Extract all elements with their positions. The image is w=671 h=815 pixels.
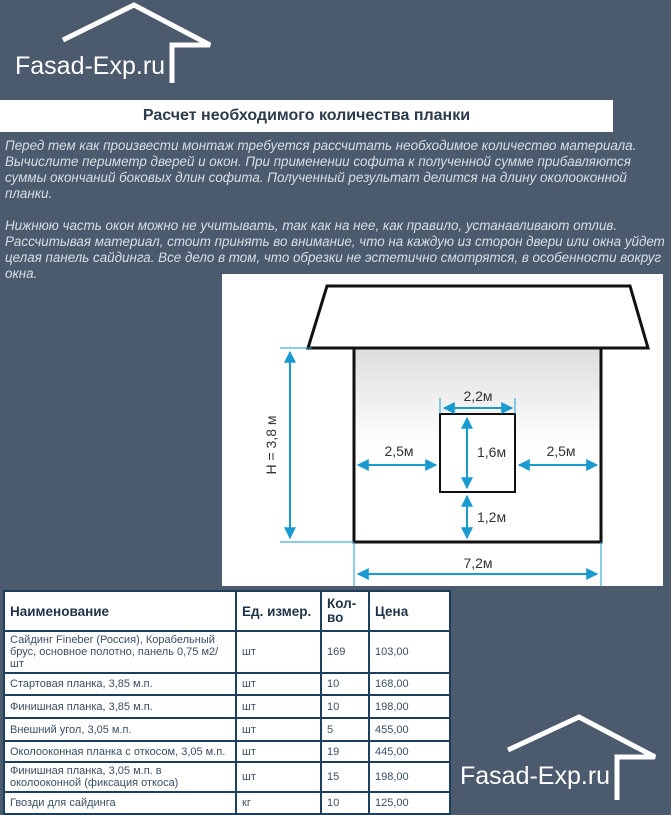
table-row [4,695,450,718]
cell-price: 455,00 [369,718,450,741]
col-qty: Кол-во [321,591,369,631]
wall-width-label: 7,2м [463,555,493,571]
window-diagram [222,274,663,586]
cell-name: Финишная планка, 3,05 м.п. в околооконной (фиксация откоса) [4,762,236,792]
table-row [4,718,450,741]
table-row [4,631,450,673]
page-title: Расчет необходимого количества планки [0,100,613,132]
cell-name: Внешний угол, 3,05 м.п. [4,718,236,741]
table-row [4,673,450,695]
cell-unit: шт [236,762,321,792]
cell-unit: шт [236,741,321,762]
col-name: Наименование [4,591,236,631]
cell-unit: кг [236,792,321,814]
cell-price: 198,00 [369,762,450,792]
materials-table [3,590,451,815]
window-height-label: 1,6м [477,444,507,460]
cell-unit: шт [236,695,321,718]
right-offset-label: 2,5м [546,443,576,459]
cell-price: 103,00 [369,631,450,673]
table-header [4,591,450,631]
logo-roof-icon [0,0,230,100]
height-label: H = 3,8 м [263,415,279,475]
below-label: 1,2м [477,509,507,525]
left-offset-label: 2,5м [384,443,414,459]
cell-name: Стартовая планка, 3,85 м.п. [4,673,236,695]
cell-qty: 10 [321,695,369,718]
window-width-label: 2,2м [463,388,493,404]
roof [308,286,648,348]
col-unit: Ед. измер. [236,591,321,631]
cell-name: Финишная планка, 3,85 м.п. [4,695,236,718]
cell-qty: 10 [321,673,369,695]
logo-bottom: Fasad-Exp.ru [460,762,611,790]
cell-name: Сайдинг Fineber (Россия), Корабельный брус, основное полотно, панель 0,75 м2/шт [4,631,236,673]
cell-price: 198,00 [369,695,450,718]
table-row [4,762,450,792]
cell-unit: шт [236,673,321,695]
cell-price: 125,00 [369,792,450,814]
cell-qty: 19 [321,741,369,762]
col-price: Цена [369,591,450,631]
cell-price: 168,00 [369,673,450,695]
logo[interactable]: Fasad-Exp.ru [15,52,166,80]
cell-name: Околооконная планка с откосом, 3,05 м.п. [4,741,236,762]
cell-qty: 169 [321,631,369,673]
cell-qty: 5 [321,718,369,741]
paragraph-1: Перед тем как произвести монтаж требуется рассчитать необходимое количество материала. Вычислите периметр дверей и окон. При применении софита к полученной сумме прибавляются суммы окончаний боковых длин софита. Полученный результат делится на длину околооконной планки. [5,138,637,201]
cell-unit: шт [236,718,321,741]
paragraph-2: Нижнюю часть окон можно не учитывать, так как на нее, как правило, устанавливают отлив. Рассчитывая материал, стоит принять во внимание, что на каждую из сторон двери или окна уйдет целая панель сайдинга. Все дело в том, что обрезки не эстетично смотрятся, в особенности вокруг окна. [5,218,665,281]
cell-unit: шт [236,631,321,673]
table-row [4,792,450,814]
cell-price: 445,00 [369,741,450,762]
cell-qty: 15 [321,762,369,792]
table-row [4,741,450,762]
cell-qty: 10 [321,792,369,814]
cell-name: Гвозди для сайдинга [4,792,236,814]
